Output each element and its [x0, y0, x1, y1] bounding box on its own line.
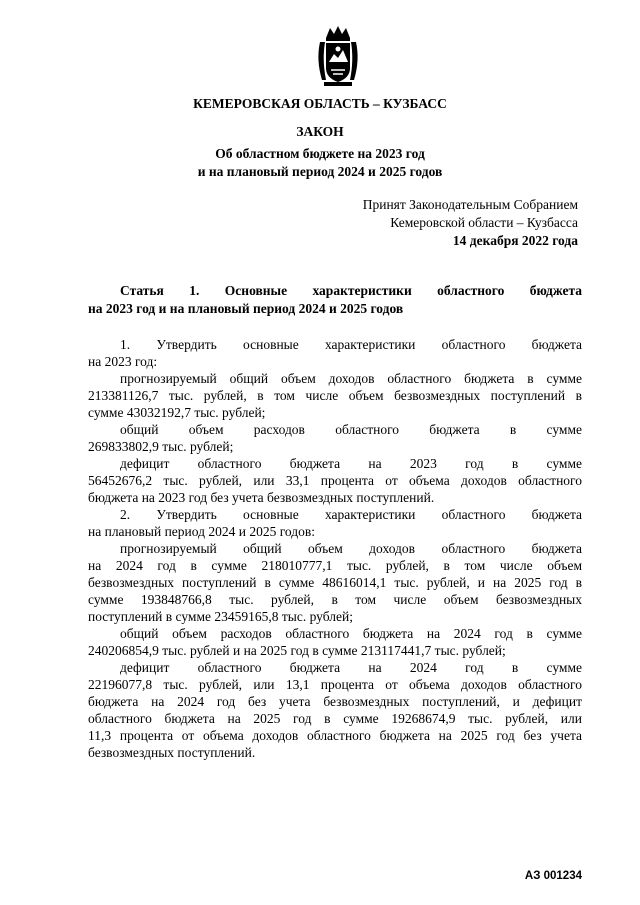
paragraph-line: дефицит областного бюджета на 2023 год в сумме	[120, 456, 582, 471]
paragraph-line: 56452676,2 тыс. рублей, или 33,1 процента от объема доходов областного	[88, 473, 582, 488]
article-heading-line-1: Статья 1. Основные характеристики областного бюджета	[120, 283, 582, 298]
paragraph-line: на 2024 год в сумме 218010777,1 тыс. рублей, в том числе объем	[88, 558, 582, 573]
form-code: АЗ 001234	[524, 870, 582, 882]
article-heading-line-2: на 2023 год и на плановый период 2024 и 2025 годов	[88, 301, 404, 316]
paragraph	[88, 370, 582, 421]
paragraph-line: сумме 193848766,8 тыс. рублей, в том числе объем безвозмездных	[88, 592, 582, 607]
paragraph-line: бюджета на 2024 год без учета безвозмездных поступлений, и дефицит	[88, 694, 582, 709]
adoption-date: 14 декабря 2022 года	[452, 233, 578, 248]
paragraph-line: общий объем расходов областного бюджета в сумме	[120, 422, 582, 437]
paragraph	[88, 421, 582, 455]
paragraph-line: безвозмездных поступлений.	[88, 745, 256, 760]
paragraph-line: сумме 43032192,7 тыс. рублей;	[88, 405, 266, 420]
paragraph-line: поступлений в сумме 23459165,8 тыс. рублей;	[88, 609, 353, 624]
law-title-line-2: и на плановый период 2024 и 2025 годов	[197, 164, 443, 179]
paragraph-line: дефицит областного бюджета на 2024 год в сумме	[120, 660, 582, 675]
paragraph-line: 2. Утвердить основные характеристики областного бюджета	[120, 507, 582, 522]
paragraph-line: областного бюджета на 2025 год в сумме 19268674,9 тыс. рублей, или	[88, 711, 582, 726]
kuzbass-coat-of-arms-icon	[316, 24, 360, 88]
region-title: КЕМЕРОВСКАЯ ОБЛАСТЬ – КУЗБАСС	[193, 96, 447, 111]
paragraph-line: на плановый период 2024 и 2025 годов:	[88, 524, 316, 539]
paragraph	[88, 506, 582, 540]
paragraph-line: прогнозируемый общий объем доходов областного бюджета	[120, 541, 582, 556]
paragraph-line: 22196077,8 тыс. рублей, или 13,1 процента от объема доходов областного	[88, 677, 582, 692]
adoption-line-2: Кемеровской области – Кузбасса	[390, 215, 578, 230]
paragraph-line: 1. Утвердить основные характеристики областного бюджета	[120, 337, 582, 352]
paragraph-line: 213381126,7 тыс. рублей, в том числе объем безвозмездных поступлений в	[88, 388, 582, 403]
article-heading	[88, 282, 582, 318]
paragraph-line: прогнозируемый общий объем доходов областного бюджета в сумме	[120, 371, 582, 386]
paragraph	[88, 336, 582, 370]
paragraph-line: бюджета на 2023 год без учета безвозмездных поступлений.	[88, 490, 435, 505]
adoption-line-1: Принят Законодательным Собранием	[362, 197, 578, 212]
paragraph-line: общий объем расходов областного бюджета на 2024 год в сумме	[120, 626, 582, 641]
paragraph	[88, 540, 582, 625]
paragraph-line: 240206854,9 тыс. рублей и на 2025 год в сумме 213117441,7 тыс. рублей;	[88, 643, 506, 658]
paragraph-line: на 2023 год:	[88, 354, 158, 369]
paragraph-line: 269833802,9 тыс. рублей;	[88, 439, 234, 454]
document-type: ЗАКОН	[296, 124, 344, 139]
paragraph	[88, 455, 582, 506]
paragraph-line: безвозмездных поступлений в сумме 48616014,1 тыс. рублей, и на 2025 год в	[88, 575, 582, 590]
paragraph	[88, 625, 582, 659]
paragraph-line: 11,3 процента от объема доходов областного бюджета на 2025 год без учета	[88, 728, 582, 743]
law-title-line-1: Об областном бюджете на 2023 год	[215, 146, 425, 161]
paragraph	[88, 659, 582, 761]
